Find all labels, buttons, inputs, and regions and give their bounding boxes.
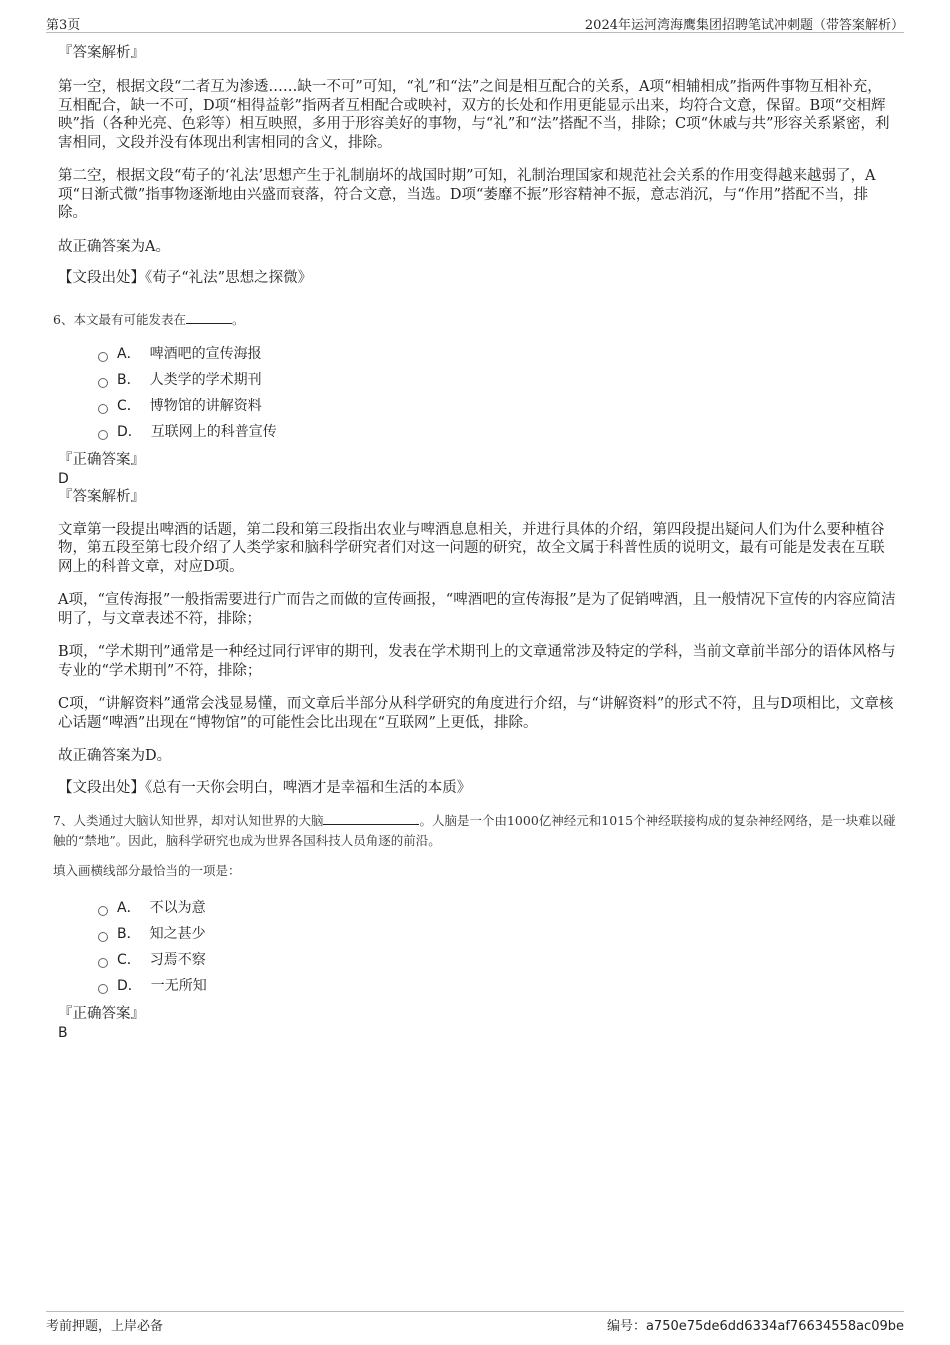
radio-icon[interactable] <box>98 404 108 414</box>
q7-stem: 7、人类通过大脑认知世界，却对认知世界的大脑 。人脑是一个由1000亿神经元和1015个神经联接构成的复杂神经网络，是一块难以碰触的“禁地”。因此，脑科学研究也成为世界各国科技人员角逐的前沿。 <box>53 813 896 848</box>
radio-icon[interactable] <box>98 378 108 388</box>
page-header <box>46 12 904 33</box>
q7-answer: B <box>58 1025 68 1041</box>
q6-options <box>98 341 896 445</box>
q7-prompt: 填入画横线部分最恰当的一项是： <box>53 863 241 878</box>
q6-source: 【文段出处】《总有一天你会明白，啤酒才是幸福和生活的本质》 <box>58 779 472 796</box>
document-title: 2024年运河湾海鹰集团招聘笔试冲刺题（带答案解析） <box>584 18 904 33</box>
q5-conclusion: 故正确答案为A。 <box>58 238 170 255</box>
q6-option-d[interactable]: D． 互联网上的科普宣传 <box>98 419 896 445</box>
q7-options <box>98 895 896 999</box>
document-code-value: a750e75de6dd6334af76634558ac09be <box>645 1319 904 1334</box>
q5-source: 【文段出处】《荀子“礼法”思想之探微》 <box>58 270 313 286</box>
footer-note: 考前押题，上岸必备 <box>46 1319 164 1334</box>
radio-icon[interactable] <box>98 430 108 440</box>
page-number: 第3页 <box>46 18 81 33</box>
document-body <box>53 44 896 1042</box>
q6-analysis-para-3: B项，“学术期刊”通常是一种经过同行评审的期刊，发表在学术期刊上的文章通常涉及特定的学科，当前文章前半部分的语体风格与专业的“学术期刊”不符，排除； <box>58 644 896 679</box>
q6-analysis-para-4: C项，“讲解资料”通常会浅显易懂，而文章后半部分从科学研究的角度进行介绍，与“讲解资料”的形式不符，且与D项相比，文章核心话题“啤酒”出现在“博物馆”的可能性会比出现在“互联网”上更低，排除。 <box>58 696 894 731</box>
q6-option-b[interactable]: B． 人类学的学术期刊 <box>98 367 896 393</box>
radio-icon[interactable] <box>98 932 108 942</box>
q5-analysis-label: 『答案解析』 <box>58 45 145 61</box>
q5-analysis-para-2: 第二空，根据文段“荀子的‘礼法’思想产生于礼制崩坏的战国时期”可知，礼制治理国家和规范社会关系的作用变得越来越弱了，A项“日渐式微”指事物逐渐地由兴盛而衰落，符合文意，当选。D项“萎靡不振”形容精神不振，意志消沉，与“作用”搭配不当，排除。 <box>58 168 876 221</box>
q7-answer-label: 『正确答案』 <box>58 1006 145 1022</box>
q6-conclusion: 故正确答案为D。 <box>58 748 172 764</box>
q7-option-c[interactable]: C． 习焉不察 <box>98 947 896 973</box>
radio-icon[interactable] <box>98 984 108 994</box>
q6-option-a[interactable]: A． 啤酒吧的宣传海报 <box>98 341 896 367</box>
q6-analysis-label: 『答案解析』 <box>58 488 145 505</box>
q6-option-c[interactable]: C． 博物馆的讲解资料 <box>98 393 896 419</box>
radio-icon[interactable] <box>98 352 108 362</box>
q7-option-b[interactable]: B． 知之甚少 <box>98 921 896 947</box>
radio-icon[interactable] <box>98 958 108 968</box>
q6-blank <box>186 311 232 324</box>
q6-analysis-para-2: A项，“宣传海报”一般指需要进行广而告之而做的宣传画报，“啤酒吧的宣传海报”是为了促销啤酒，且一般情况下宣传的内容应简洁明了，与文章表述不符，排除； <box>58 592 896 627</box>
q5-analysis-para-1: 第一空，根据文段“二者互为渗透……缺一不可”可知，“礼”和“法”之间是相互配合的关系，A项“相辅相成”指两件事物互相补充，互相配合，缺一不可，D项“相得益彰”指两者互相配合或映衬，双方的长处和作用更能显示出来，均符合文意，保留。B项“交相辉映”指（各种光亮、色彩等）相互映照，多用于形容美好的事物，与“礼”和“法”搭配不当，排除；C项“休戚与共”形容关系紧密，利害相同，文段并没有体现出利害相同的含义，排除。 <box>58 79 890 151</box>
document-code-label: 编号： <box>606 1319 646 1334</box>
q6-answer: D <box>58 470 69 487</box>
q6-answer-label: 『正确答案』 <box>58 451 145 468</box>
page-footer <box>46 1311 904 1334</box>
q7-blank <box>323 812 419 825</box>
q7-option-d[interactable]: D． 一无所知 <box>98 973 896 999</box>
document-code <box>607 1315 904 1334</box>
q6-stem: 6、本文最有可能发表在 。 <box>53 311 245 327</box>
q7-option-a[interactable]: A． 不以为意 <box>98 895 896 921</box>
q6-analysis-para-1: 文章第一段提出啤酒的话题，第二段和第三段指出农业与啤酒息息相关，并进行具体的介绍，第四段提出疑问人们为什么要种植谷物，第五段至第七段介绍了人类学家和脑科学研究者们对这一问题的研究，故全文属于科普性质的说明文，最有可能是发表在互联网上的科普文章，对应D项。 <box>58 521 885 575</box>
radio-icon[interactable] <box>98 906 108 916</box>
